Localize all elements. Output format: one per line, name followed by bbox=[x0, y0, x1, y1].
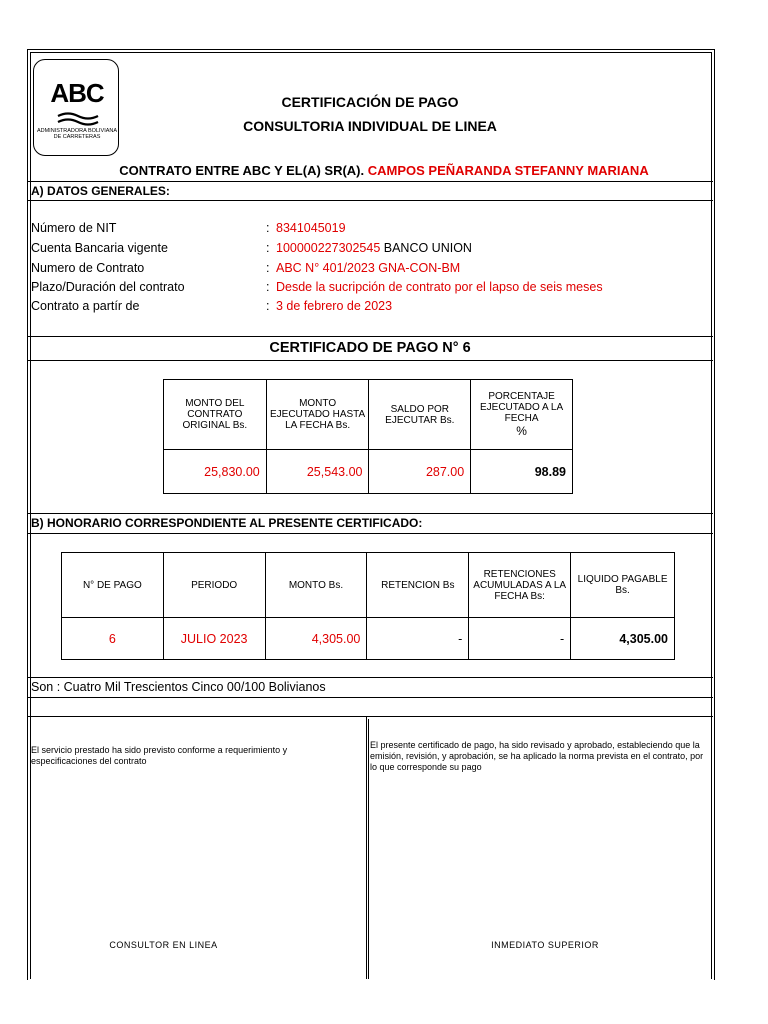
divider bbox=[27, 716, 713, 717]
field-label: Número de NIT bbox=[31, 221, 117, 235]
accumulated-retention: - bbox=[469, 618, 571, 660]
consultant-signature-label: CONSULTOR EN LINEA bbox=[109, 940, 218, 950]
header-cell: PERIODO bbox=[163, 553, 265, 618]
logo-subtitle: ADMINISTRADORA BOLIVIANA DE CARRETERAS bbox=[36, 128, 118, 140]
field-label: Plazo/Duración del contrato bbox=[31, 280, 185, 294]
divider bbox=[27, 360, 713, 361]
bank-name: BANCO UNION bbox=[380, 241, 472, 255]
header-cell: MONTO EJECUTADO HASTA LA FECHA Bs. bbox=[266, 380, 369, 450]
header-cell: LIQUIDO PAGABLE Bs. bbox=[571, 553, 675, 618]
payment-number: 6 bbox=[62, 618, 164, 660]
supervisor-statement: El presente certificado de pago, ha sido revisado y aprobado, estableciendo que la emisión, revisión, y aprobación, se ha aplicado la norma prevista en el contrato, por lo que corresponde su pago bbox=[370, 740, 704, 772]
bank-account-number: 100000227302545 bbox=[276, 241, 381, 255]
start-date-value: 3 de febrero de 2023 bbox=[276, 299, 393, 313]
header-cell: SALDO POR EJECUTAR Bs. bbox=[369, 380, 471, 450]
section-a-heading: A) DATOS GENERALES: bbox=[31, 184, 170, 198]
contract-name: CAMPOS PEÑARANDA STEFANNY MARIANA bbox=[367, 163, 649, 178]
period: JULIO 2023 bbox=[163, 618, 265, 660]
divider bbox=[27, 181, 713, 182]
nit-value: 8341045019 bbox=[276, 221, 346, 235]
divider bbox=[27, 533, 713, 534]
bank-account-value bbox=[276, 241, 472, 255]
field-label: Numero de Contrato bbox=[31, 261, 145, 275]
page-subtitle: CONSULTORIA INDIVIDUAL DE LINEA bbox=[243, 118, 497, 134]
net-payable: 4,305.00 bbox=[571, 618, 675, 660]
value-cell: 25,543.00 bbox=[266, 450, 369, 494]
road-icon bbox=[56, 110, 100, 126]
header-cell bbox=[471, 380, 573, 450]
field-colon: : bbox=[266, 280, 270, 294]
field-colon: : bbox=[266, 261, 270, 275]
header-cell: MONTO Bs. bbox=[265, 553, 367, 618]
header-cell: MONTO DEL CONTRATO ORIGINAL Bs. bbox=[164, 380, 267, 450]
value-cell: 98.89 bbox=[471, 450, 573, 494]
field-label: Cuenta Bancaria vigente bbox=[31, 241, 168, 255]
contract-prefix: CONTRATO ENTRE ABC Y EL(A) SR(A). bbox=[119, 163, 365, 178]
header-cell: RETENCION Bs bbox=[367, 553, 469, 618]
header-cell: RETENCIONES ACUMULADAS A LA FECHA Bs: bbox=[469, 553, 571, 618]
field-label: Contrato a partír de bbox=[31, 299, 140, 313]
field-colon: : bbox=[266, 299, 270, 313]
consultant-statement: El servicio prestado ha sido previsto conforme a requerimiento y especificaciones del contrato bbox=[31, 745, 288, 766]
divider bbox=[27, 200, 713, 201]
honorarium-table bbox=[61, 552, 675, 660]
divider bbox=[27, 513, 713, 514]
value-cell: 25,830.00 bbox=[164, 450, 267, 494]
duration-value: Desde la sucripción de contrato por el lapso de seis meses bbox=[276, 280, 603, 294]
supervisor-signature-label: INMEDIATO SUPERIOR bbox=[491, 940, 599, 950]
logo-text: ABC bbox=[50, 78, 104, 108]
amount: 4,305.00 bbox=[265, 618, 367, 660]
field-colon: : bbox=[266, 241, 270, 255]
retention: - bbox=[367, 618, 469, 660]
signature-divider bbox=[366, 716, 367, 979]
section-b-heading: B) HONORARIO CORRESPONDIENTE AL PRESENTE CERTIFICADO: bbox=[31, 516, 423, 530]
divider bbox=[27, 336, 713, 337]
field-colon: : bbox=[266, 221, 270, 235]
percent-header-label: PORCENTAJE EJECUTADO A LA FECHA bbox=[479, 391, 564, 424]
page-title: CERTIFICACIÓN DE PAGO bbox=[281, 94, 459, 110]
signature-divider bbox=[368, 719, 369, 979]
contract-line bbox=[0, 163, 768, 178]
amount-in-words: Son : Cuatro Mil Trescientos Cinco 00/100 Bolivianos bbox=[31, 680, 326, 694]
abc-logo bbox=[33, 59, 119, 156]
certificate-heading: CERTIFICADO DE PAGO N° 6 bbox=[269, 340, 471, 356]
value-cell: 287.00 bbox=[369, 450, 471, 494]
divider bbox=[27, 677, 713, 678]
percent-symbol: % bbox=[516, 424, 527, 438]
divider bbox=[27, 697, 713, 698]
certificate-table bbox=[163, 379, 573, 494]
header-cell: N° DE PAGO bbox=[62, 553, 164, 618]
contract-number-value: ABC N° 401/2023 GNA-CON-BM bbox=[276, 261, 461, 275]
